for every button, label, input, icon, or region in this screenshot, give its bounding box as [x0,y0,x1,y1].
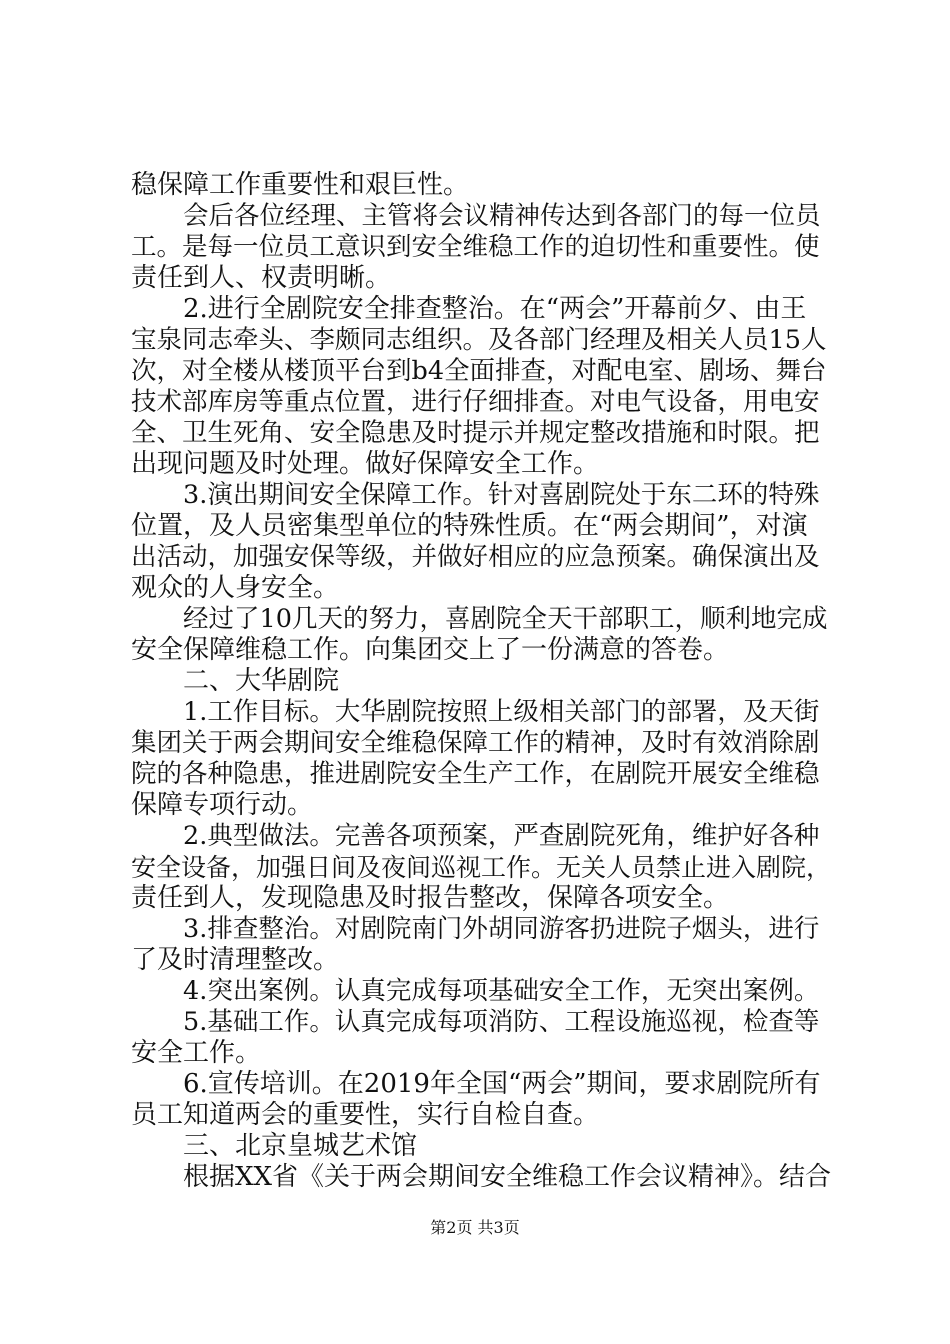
text-line: 全、卫生死角、安全隐患及时提示并规定整改措施和时限。把 [131,418,820,448]
text-line: 次，对全楼从楼顶平台到b4全面排查，对配电室、剧场、舞台 [131,356,827,386]
text-line: 观众的人身安全。 [131,573,340,603]
text-line: 3.排查整治。对剧院南门外胡同游客扔进院子烟头，进行 [183,914,820,944]
text-line: 会后各位经理、主管将会议精神传达到各部门的每一位员 [183,201,821,231]
text-line: 经过了10几天的努力，喜剧院全天干部职工，顺利地完成 [183,604,828,634]
text-line: 1.工作目标。大华剧院按照上级相关部门的部署，及天街 [183,697,820,727]
text-line: 责任到人，发现隐患及时报告整改，保障各项安全。 [131,883,730,913]
text-line: 保障专项行动。 [131,790,314,820]
text-line: 员工知道两会的重要性，实行自检自查。 [131,1100,600,1130]
text-line: 三、北京皇城艺术馆 [183,1131,418,1161]
text-line: 位置，及人员密集型单位的特殊性质。在“两会期间”，对演 [131,511,808,541]
text-line: 技术部库房等重点位置，进行仔细排查。对电气设备，用电安 [131,387,820,417]
text-line: 出活动，加强安保等级，并做好相应的应急预案。确保演出及 [131,542,820,572]
text-line: 工。是每一位员工意识到安全维稳工作的迫切性和重要性。使 [131,232,820,262]
text-line: 3.演出期间安全保障工作。针对喜剧院处于东二环的特殊 [183,480,820,510]
text-line: 责任到人、权责明晰。 [131,263,392,293]
text-line: 集团关于两会期间安全维稳保障工作的精神，及时有效消除剧 [131,728,820,758]
text-line: 出现问题及时处理。做好保障安全工作。 [131,449,600,479]
text-line: 5.基础工作。认真完成每项消防、工程设施巡视，检查等 [183,1007,820,1037]
text-line: 6.宣传培训。在2019年全国“两会”期间，要求剧院所有 [183,1069,821,1099]
text-line: 稳保障工作重要性和艰巨性。 [131,170,470,200]
text-line: 安全设备，加强日间及夜间巡视工作。无关人员禁止进入剧院， [131,853,832,882]
text-line: 安全工作。 [131,1038,262,1068]
text-line: 2.典型做法。完善各项预案，严查剧院死角，维护好各种 [183,821,820,851]
text-line: 二、大华剧院 [183,666,340,696]
text-line: 4.突出案例。认真完成每项基础安全工作，无突出案例。 [183,976,820,1006]
text-line: 了及时清理整改。 [131,945,340,975]
text-line: 安全保障维稳工作。向集团交上了一份满意的答卷。 [131,635,730,665]
text-line: 2.进行全剧院安全排查整治。在“两会”开幕前夕、由王 [183,294,807,324]
page-footer: 第2页 共3页 [430,1218,520,1237]
text-line: 宝泉同志牵头、李颇同志组织。及各部门经理及相关人员15人 [131,325,827,355]
text-line: 根据XX省《关于两会期间安全维稳工作会议精神》。结合 [183,1162,832,1192]
text-line: 院的各种隐患，推进剧院安全生产工作，在剧院开展安全维稳 [131,759,820,789]
document-body [131,170,831,1193]
